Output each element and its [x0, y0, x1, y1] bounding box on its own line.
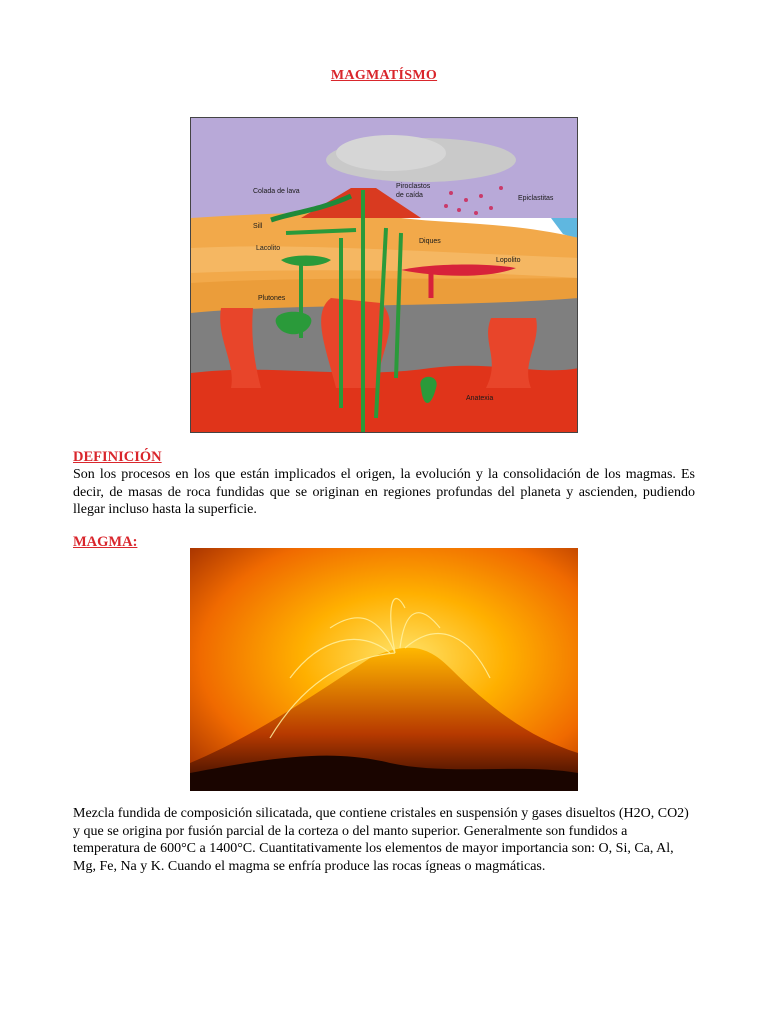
volcano-photo-svg: [190, 548, 578, 791]
volcano-eruption-photo: [190, 548, 578, 791]
label-lacolito: Lacolito: [256, 245, 281, 252]
magma-text: Mezcla fundida de composición silicatada, que contiene cristales en suspensión y gases disueltos (H2O, CO2) y que se origina por fusión parcial de la corteza o del manto superior. Generalmente son fundidos a temperatura de 600°C a 1400°C. Cuantitativamente los elementos de mayor importancia son: O, Si, Ca, Al, Mg, Fe, Na y K. Cuando el magma se enfría produce las rocas ígneas o magmáticas.: [73, 806, 689, 874]
definicion-heading: DEFINICIÓN: [73, 449, 162, 465]
label-piroclastos-2: de caída: [396, 192, 423, 199]
magmatism-diagram-svg: [191, 118, 578, 433]
magma-heading: MAGMA:: [73, 534, 138, 550]
label-lopolito: Lopolito: [496, 257, 521, 264]
label-plutones: Plutones: [258, 295, 286, 302]
magmatism-diagram: [190, 117, 578, 433]
label-epiclastitas: Epiclastitas: [518, 195, 554, 202]
label-colada: Colada de lava: [253, 188, 300, 195]
page-title: MAGMATÍSMO: [330, 68, 438, 83]
label-sill: Sill: [253, 223, 263, 230]
eruption-cloud-puff: [336, 135, 446, 171]
definicion-text: Son los procesos en los que están implicados el origen, la evolución y la consolidación de los magmas. Es decir, de masas de roca fundidas que se originan en regiones profundas del planeta y ascienden, pudiendo llegar incluso hasta la superficie.: [73, 467, 695, 518]
label-piroclastos-1: Piroclastos: [396, 183, 431, 190]
label-anatexia: Anatexia: [466, 395, 494, 402]
label-diques: Diques: [419, 238, 441, 245]
